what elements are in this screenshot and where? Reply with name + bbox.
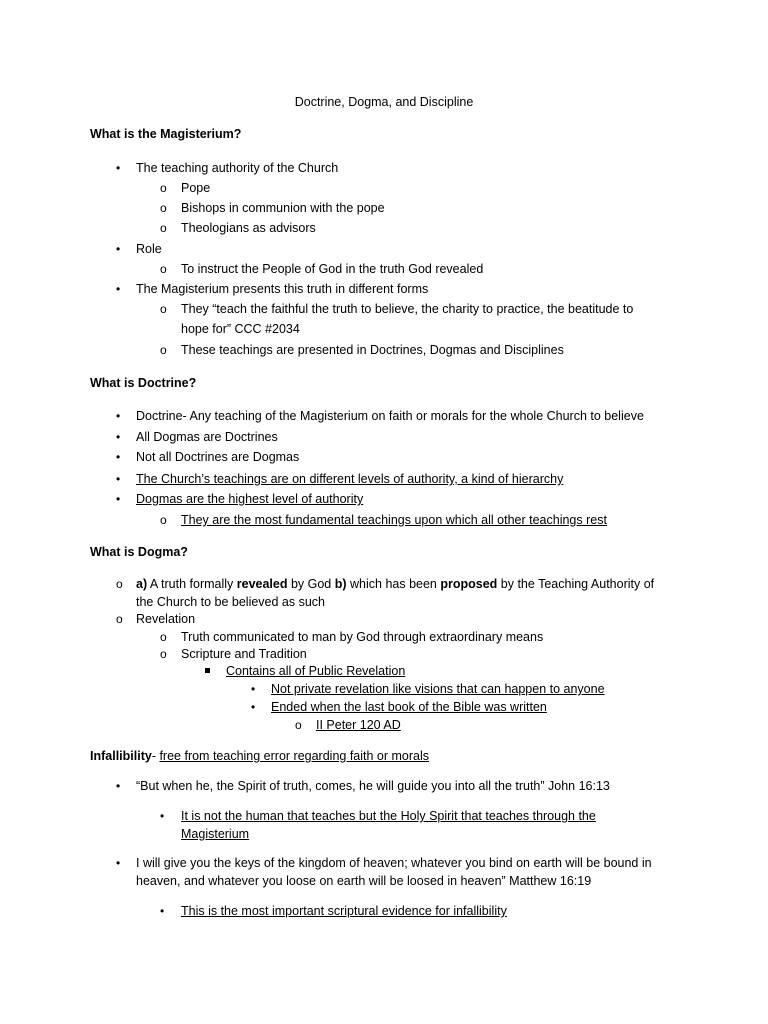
list-item: Ended when the last book of the Bible was written <box>271 700 547 714</box>
text: - <box>151 749 160 763</box>
list-item: Scripture and Tradition <box>181 647 307 661</box>
circle-marker: o <box>160 181 167 195</box>
list-item-continuation: Magisterium <box>181 827 250 841</box>
list-item: This is the most important scriptural evidence for infallibility <box>181 904 507 918</box>
list-item: Contains all of Public Revelation <box>226 664 406 678</box>
circle-marker: o <box>160 647 167 661</box>
list-item: The Magisterium presents this truth in different forms <box>136 282 429 296</box>
text: by the Teaching Authority of <box>497 577 655 591</box>
bullet-marker: • <box>116 161 121 175</box>
bullet-marker: • <box>116 282 121 296</box>
bullet-marker: • <box>116 472 121 486</box>
circle-marker: o <box>160 262 167 276</box>
dogma-definition <box>136 576 654 592</box>
circle-marker: o <box>160 343 167 357</box>
bullet-marker: • <box>251 700 256 714</box>
heading-doctrine: What is Doctrine? <box>90 376 197 390</box>
list-item: I will give you the keys of the kingdom of heaven; whatever you bind on earth will be bound in <box>136 856 652 870</box>
list-item: Truth communicated to man by God through extraordinary means <box>181 630 544 644</box>
bullet-marker: • <box>116 430 121 444</box>
circle-marker: o <box>160 513 167 527</box>
list-item: Role <box>136 242 162 256</box>
list-item: Not all Doctrines are Dogmas <box>136 450 300 464</box>
list-item-continuation: the Church to be believed as such <box>136 595 326 609</box>
list-item: Not private revelation like visions that can happen to anyone <box>271 682 605 696</box>
circle-marker: o <box>160 221 167 235</box>
square-bullet-icon <box>205 668 210 673</box>
text: A truth formally <box>147 577 237 591</box>
circle-marker: o <box>160 201 167 215</box>
bullet-marker: • <box>160 809 165 823</box>
list-item: II Peter 120 AD <box>316 718 401 732</box>
circle-marker: o <box>116 612 123 626</box>
bullet-marker: • <box>116 450 121 464</box>
list-item: It is not the human that teaches but the Holy Spirit that teaches through the <box>181 809 596 823</box>
circle-marker: o <box>160 630 167 644</box>
bullet-marker: • <box>160 904 165 918</box>
list-item-continuation: hope for” CCC #2034 <box>181 322 300 336</box>
label-b: b) <box>334 577 347 591</box>
word-proposed: proposed <box>440 577 498 591</box>
infallibility-definition: free from teaching error regarding faith or morals <box>159 749 430 763</box>
circle-marker: o <box>116 577 123 591</box>
list-item: Theologians as advisors <box>181 221 316 235</box>
bullet-marker: • <box>116 492 121 506</box>
list-item: To instruct the People of God in the truth God revealed <box>181 262 484 276</box>
heading-dogma: What is Dogma? <box>90 545 188 559</box>
list-item: These teachings are presented in Doctrines, Dogmas and Disciplines <box>181 343 564 357</box>
list-item: Pope <box>181 181 211 195</box>
list-item: Dogmas are the highest level of authority <box>136 492 364 506</box>
text: by God <box>287 577 335 591</box>
list-item: They are the most fundamental teachings upon which all other teachings rest <box>181 513 607 527</box>
bullet-marker: • <box>116 409 121 423</box>
list-item: The teaching authority of the Church <box>136 161 339 175</box>
infallibility-line <box>90 748 429 764</box>
list-item: The Church’s teachings are on different levels of authority, a kind of hierarchy <box>136 472 564 486</box>
circle-marker: o <box>160 302 167 316</box>
list-item: Revelation <box>136 612 196 626</box>
list-item: They “teach the faithful the truth to believe, the charity to practice, the beatitude to <box>181 302 634 316</box>
term-infallibility: Infallibility <box>90 749 152 763</box>
bullet-marker: • <box>251 682 256 696</box>
heading-magisterium: What is the Magisterium? <box>90 127 242 141</box>
bullet-marker: • <box>116 779 121 793</box>
list-item: “But when he, the Spirit of truth, comes, he will guide you into all the truth” John 16:13 <box>136 779 610 793</box>
bullet-marker: • <box>116 242 121 256</box>
word-revealed: revealed <box>236 577 288 591</box>
text: which has been <box>346 577 441 591</box>
list-item: All Dogmas are Doctrines <box>136 430 278 444</box>
label-a: a) <box>136 577 148 591</box>
circle-marker: o <box>295 718 302 732</box>
list-item: Bishops in communion with the pope <box>181 201 385 215</box>
list-item: Doctrine- Any teaching of the Magisterium on faith or morals for the whole Church to believe <box>136 409 644 423</box>
list-item-continuation: heaven, and whatever you loose on earth will be loosed in heaven” Matthew 16:19 <box>136 874 592 888</box>
document-title: Doctrine, Dogma, and Discipline <box>294 95 474 109</box>
bullet-marker: • <box>116 856 121 870</box>
